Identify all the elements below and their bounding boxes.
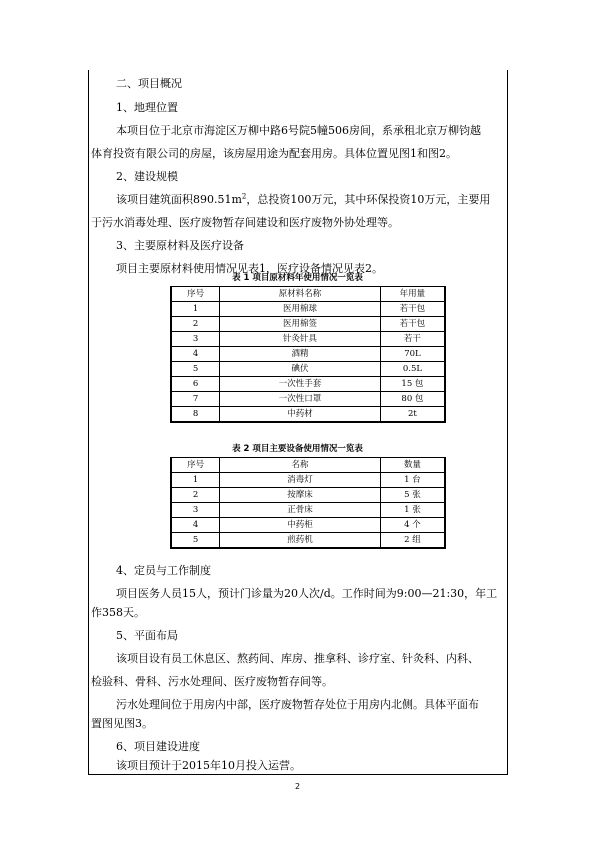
table-cell: 碘伏 (220, 362, 381, 377)
equipment-table (170, 457, 446, 549)
table-cell: 若干包 (380, 302, 445, 317)
heading-location: 1、地理位置 (116, 101, 178, 114)
table-cell: 6 (171, 377, 220, 392)
table-cell: 中药材 (220, 407, 381, 423)
table-cell: 医用棉签 (220, 317, 381, 332)
area-text: 该项目建筑面积890.51m (116, 193, 242, 206)
heading-staffing: 4、定员与工作制度 (116, 564, 211, 577)
table-header-cell: 序号 (171, 458, 220, 473)
table-row (171, 533, 445, 549)
table-cell: 3 (171, 332, 220, 347)
table-cell: 8 (171, 407, 220, 423)
para-layout-line4: 置图见图3。 (91, 717, 153, 730)
table-cell: 2 组 (380, 533, 445, 549)
table-row (171, 362, 445, 377)
table-row (171, 407, 445, 423)
table-cell: 若干 (380, 332, 445, 347)
table-cell: 按摩床 (220, 488, 381, 503)
invest-text: ，总投资100万元，其中环保投资10万元，主要用 (246, 193, 491, 206)
table-header-cell: 序号 (171, 287, 220, 302)
table-cell: 4 个 (380, 518, 445, 533)
table-row (171, 488, 445, 503)
para-location-line1: 本项目位于北京市海淀区万柳中路6号院5幢506房间，系承租北京万柳钧越 (116, 124, 481, 137)
table-header-row (171, 458, 445, 473)
table-row (171, 392, 445, 407)
table-cell: 消毒灯 (220, 473, 381, 488)
table-row (171, 503, 445, 518)
para-materials: 项目主要原材料使用情况见表1，医疗设备情况见表2。 (116, 262, 383, 275)
heading-materials: 3、主要原材料及医疗设备 (116, 239, 244, 252)
heading-layout: 5、平面布局 (116, 629, 178, 642)
table-cell: 5 (171, 533, 220, 549)
table-cell: 2t (380, 407, 445, 423)
table-cell: 0.5L (380, 362, 445, 377)
table-cell: 酒精 (220, 347, 381, 362)
table-row (171, 473, 445, 488)
table-cell: 1 台 (380, 473, 445, 488)
area-unit-sup: 2 (241, 192, 247, 201)
para-schedule: 该项目预计于2015年10月投入运营。 (116, 759, 301, 772)
table-row (171, 347, 445, 362)
table-cell: 针灸针具 (220, 332, 381, 347)
table-cell: 2 (171, 488, 220, 503)
heading-schedule: 6、项目建设进度 (116, 740, 200, 753)
table2-caption: 表 2 项目主要设备使用情况一览表 (232, 444, 363, 454)
table-cell: 80 包 (380, 392, 445, 407)
table-cell: 70L (380, 347, 445, 362)
table-cell: 2 (171, 317, 220, 332)
table-cell: 4 (171, 518, 220, 533)
para-layout-line2: 检验科、骨科、污水处理间、医疗废物暂存间等。 (91, 675, 333, 688)
table-cell: 医用棉球 (220, 302, 381, 317)
table1-caption: 表 1 项目原材料年使用情况一览表 (232, 273, 363, 283)
table-row (171, 302, 445, 317)
table-cell: 5 (171, 362, 220, 377)
para-location-line2: 体育投资有限公司的房屋，该房屋用途为配套用房。具体位置见图1和图2。 (91, 147, 457, 160)
para-staffing-line1: 项目医务人员15人，预计门诊量为20人次/d。工作时间为9:00—21:30，年工 (116, 587, 498, 600)
table-cell: 7 (171, 392, 220, 407)
table-row (171, 518, 445, 533)
table-header-cell: 名称 (220, 458, 381, 473)
para-layout-line1: 该项目设有员工休息区、熬药间、库房、推拿科、诊疗室、针灸科、内科、 (116, 652, 479, 665)
table-cell: 1 (171, 302, 220, 317)
table-cell: 正骨床 (220, 503, 381, 518)
heading-scale: 2、建设规模 (116, 170, 178, 183)
table-cell: 中药柜 (220, 518, 381, 533)
table-row (171, 317, 445, 332)
materials-table (170, 286, 446, 423)
table-cell: 煎药机 (220, 533, 381, 549)
table-header-cell: 年用量 (380, 287, 445, 302)
table-cell: 5 张 (380, 488, 445, 503)
para-scale-line1 (116, 193, 490, 207)
table-header-cell: 数量 (380, 458, 445, 473)
table-header-cell: 原材料名称 (220, 287, 381, 302)
section-title: 二、项目概况 (116, 77, 182, 90)
para-scale-line2: 于污水消毒处理、医疗废物暂存间建设和医疗废物外协处理等。 (91, 216, 399, 229)
table-cell: 一次性口罩 (220, 392, 381, 407)
table-cell: 4 (171, 347, 220, 362)
page-number: 2 (294, 782, 301, 791)
table-cell: 若干包 (380, 317, 445, 332)
table-row (171, 377, 445, 392)
table-cell: 一次性手套 (220, 377, 381, 392)
table-header-row (171, 287, 445, 302)
table-cell: 1 张 (380, 503, 445, 518)
para-staffing-line2: 作358天。 (91, 606, 145, 619)
table-cell: 3 (171, 503, 220, 518)
table-cell: 1 (171, 473, 220, 488)
table-row (171, 332, 445, 347)
para-layout-line3: 污水处理间位于用房内中部，医疗废物暂存处位于用房内北侧。具体平面布 (116, 698, 479, 711)
table-cell: 15 包 (380, 377, 445, 392)
